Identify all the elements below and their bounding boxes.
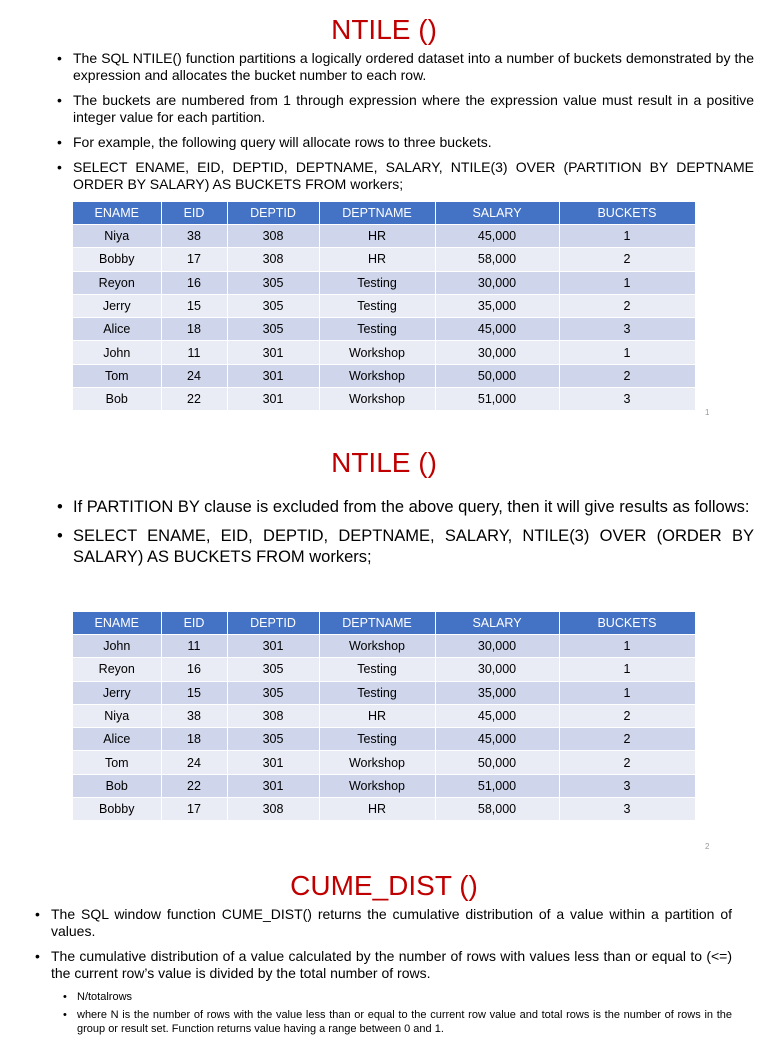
- table-row: [73, 658, 695, 681]
- table-row: [73, 248, 695, 271]
- table-cell: Alice: [73, 728, 161, 751]
- table-cell: 3: [559, 774, 695, 797]
- table-cell: HR: [319, 225, 435, 248]
- table-cell: 308: [227, 248, 319, 271]
- table-cell: 30,000: [435, 271, 559, 294]
- table-row: [73, 341, 695, 364]
- table-header-row: [73, 202, 695, 225]
- table-cell: 301: [227, 388, 319, 411]
- table-cell: 35,000: [435, 294, 559, 317]
- table-cell: 2: [559, 364, 695, 387]
- table-cell: 1: [559, 341, 695, 364]
- column-header: ENAME: [73, 202, 161, 225]
- table-cell: Testing: [319, 271, 435, 294]
- table-cell: 38: [161, 704, 227, 727]
- table-cell: 30,000: [435, 635, 559, 658]
- table-row: [73, 294, 695, 317]
- column-header: SALARY: [435, 612, 559, 635]
- table-cell: Workshop: [319, 388, 435, 411]
- table-cell: 15: [161, 681, 227, 704]
- table-cell: 1: [559, 658, 695, 681]
- column-header: EID: [161, 202, 227, 225]
- table-cell: Testing: [319, 728, 435, 751]
- table-cell: Workshop: [319, 341, 435, 364]
- table-row: [73, 318, 695, 341]
- slide2-bullet-list: [57, 497, 754, 576]
- table-cell: Workshop: [319, 774, 435, 797]
- table-cell: Workshop: [319, 751, 435, 774]
- column-header: BUCKETS: [559, 612, 695, 635]
- column-header: ENAME: [73, 612, 161, 635]
- column-header: SALARY: [435, 202, 559, 225]
- table-cell: 22: [161, 774, 227, 797]
- table-cell: 45,000: [435, 704, 559, 727]
- table-cell: Reyon: [73, 658, 161, 681]
- table-cell: 1: [559, 225, 695, 248]
- slide1-bullet-list: [57, 50, 754, 201]
- table-cell: 24: [161, 751, 227, 774]
- table-cell: 35,000: [435, 681, 559, 704]
- table-cell: Bobby: [73, 248, 161, 271]
- slide3-sub-bullet: • N/totalrows: [63, 990, 732, 1004]
- table-cell: 58,000: [435, 248, 559, 271]
- column-header: EID: [161, 612, 227, 635]
- table-cell: 1: [559, 271, 695, 294]
- table-cell: 50,000: [435, 364, 559, 387]
- table-cell: 45,000: [435, 318, 559, 341]
- table-cell: 305: [227, 318, 319, 341]
- slide1-table-body: [73, 225, 695, 411]
- slide1-bullet: • SELECT ENAME, EID, DEPTID, DEPTNAME, SALARY, NTILE(3) OVER (PARTITION BY DEPTNAME ORDER BY SALARY) AS BUCKETS FROM workers;: [57, 159, 754, 193]
- table-cell: 11: [161, 341, 227, 364]
- table-cell: Testing: [319, 658, 435, 681]
- table-cell: 308: [227, 704, 319, 727]
- table-cell: 301: [227, 341, 319, 364]
- slide1-bullet: • The SQL NTILE() function partitions a logically ordered dataset into a number of buckets demonstrated by the expression and allocates the bucket number to each row.: [57, 50, 754, 84]
- table-cell: 51,000: [435, 774, 559, 797]
- table-cell: 2: [559, 704, 695, 727]
- table-cell: Workshop: [319, 635, 435, 658]
- table-cell: 11: [161, 635, 227, 658]
- table-cell: 22: [161, 388, 227, 411]
- table-header-row: [73, 612, 695, 635]
- table-cell: 15: [161, 294, 227, 317]
- table-cell: Niya: [73, 225, 161, 248]
- table-cell: 38: [161, 225, 227, 248]
- table-cell: Alice: [73, 318, 161, 341]
- table-cell: Bob: [73, 388, 161, 411]
- table-cell: 305: [227, 294, 319, 317]
- table-cell: John: [73, 635, 161, 658]
- table-cell: 30,000: [435, 658, 559, 681]
- table-cell: 45,000: [435, 225, 559, 248]
- table-row: [73, 271, 695, 294]
- table-cell: 30,000: [435, 341, 559, 364]
- slide2-bullet: • If PARTITION BY clause is excluded from the above query, then it will give results as follows:: [57, 497, 754, 518]
- slide1-bullet: • The buckets are numbered from 1 through expression where the expression value must result in a positive integer value for each partition.: [57, 92, 754, 126]
- table-row: [73, 798, 695, 821]
- slide1-page-number: 1: [705, 408, 710, 417]
- table-cell: Bobby: [73, 798, 161, 821]
- slide3-title: CUME_DIST (): [290, 870, 478, 901]
- slide2-table-body: [73, 635, 695, 821]
- table-cell: 2: [559, 728, 695, 751]
- table-cell: 16: [161, 271, 227, 294]
- table-cell: 301: [227, 774, 319, 797]
- column-header: BUCKETS: [559, 202, 695, 225]
- column-header: DEPTNAME: [319, 612, 435, 635]
- table-cell: 301: [227, 751, 319, 774]
- slide2-bullet: • SELECT ENAME, EID, DEPTID, DEPTNAME, SALARY, NTILE(3) OVER (ORDER BY SALARY) AS BUCKETS FROM workers;: [57, 526, 754, 568]
- table-cell: Jerry: [73, 681, 161, 704]
- table-cell: Testing: [319, 681, 435, 704]
- table-cell: 18: [161, 318, 227, 341]
- slide3-bullet: • The cumulative distribution of a value calculated by the number of rows with values less than or equal to (<=) the current row’s value is divided by the total number of rows.: [35, 948, 732, 982]
- table-row: [73, 388, 695, 411]
- slide2-page-number: 2: [705, 842, 710, 851]
- table-cell: 2: [559, 751, 695, 774]
- column-header: DEPTID: [227, 202, 319, 225]
- column-header: DEPTNAME: [319, 202, 435, 225]
- table-cell: 3: [559, 388, 695, 411]
- table-cell: 2: [559, 294, 695, 317]
- table-cell: John: [73, 341, 161, 364]
- table-cell: 24: [161, 364, 227, 387]
- table-cell: 1: [559, 635, 695, 658]
- slide2-table: [73, 612, 696, 820]
- table-cell: 305: [227, 658, 319, 681]
- table-cell: 50,000: [435, 751, 559, 774]
- table-cell: 2: [559, 248, 695, 271]
- table-cell: 1: [559, 681, 695, 704]
- table-cell: 308: [227, 225, 319, 248]
- table-cell: Bob: [73, 774, 161, 797]
- table-row: [73, 635, 695, 658]
- table-cell: 16: [161, 658, 227, 681]
- table-row: [73, 774, 695, 797]
- table-cell: 301: [227, 364, 319, 387]
- table-cell: HR: [319, 704, 435, 727]
- table-cell: Testing: [319, 294, 435, 317]
- table-cell: Workshop: [319, 364, 435, 387]
- table-cell: HR: [319, 798, 435, 821]
- table-cell: Tom: [73, 364, 161, 387]
- table-row: [73, 751, 695, 774]
- slide3-sub-bullet: • where N is the number of rows with the value less than or equal to the current row value and total rows is the number of rows in the group or result set. Function returns value having a range between 0 and 1.: [63, 1008, 732, 1036]
- table-cell: 58,000: [435, 798, 559, 821]
- table-cell: 305: [227, 271, 319, 294]
- table-row: [73, 728, 695, 751]
- table-cell: 17: [161, 248, 227, 271]
- table-cell: 3: [559, 318, 695, 341]
- table-row: [73, 681, 695, 704]
- column-header: DEPTID: [227, 612, 319, 635]
- table-cell: 308: [227, 798, 319, 821]
- slide1-title: NTILE (): [331, 14, 437, 45]
- slide2-title: NTILE (): [331, 447, 437, 478]
- table-cell: Testing: [319, 318, 435, 341]
- table-row: [73, 364, 695, 387]
- table-cell: Jerry: [73, 294, 161, 317]
- slide3-bullet-list: [35, 906, 732, 1040]
- table-cell: 305: [227, 681, 319, 704]
- table-cell: 51,000: [435, 388, 559, 411]
- table-cell: 305: [227, 728, 319, 751]
- table-cell: 3: [559, 798, 695, 821]
- table-cell: 301: [227, 635, 319, 658]
- table-cell: Niya: [73, 704, 161, 727]
- table-cell: 18: [161, 728, 227, 751]
- table-row: [73, 225, 695, 248]
- slide1-table: [73, 202, 696, 410]
- table-cell: 17: [161, 798, 227, 821]
- table-cell: Tom: [73, 751, 161, 774]
- slide3-bullet: • The SQL window function CUME_DIST() returns the cumulative distribution of a value within a partition of values.: [35, 906, 732, 940]
- table-cell: 45,000: [435, 728, 559, 751]
- table-row: [73, 704, 695, 727]
- slide1-bullet: • For example, the following query will allocate rows to three buckets.: [57, 134, 754, 151]
- table-cell: HR: [319, 248, 435, 271]
- table-cell: Reyon: [73, 271, 161, 294]
